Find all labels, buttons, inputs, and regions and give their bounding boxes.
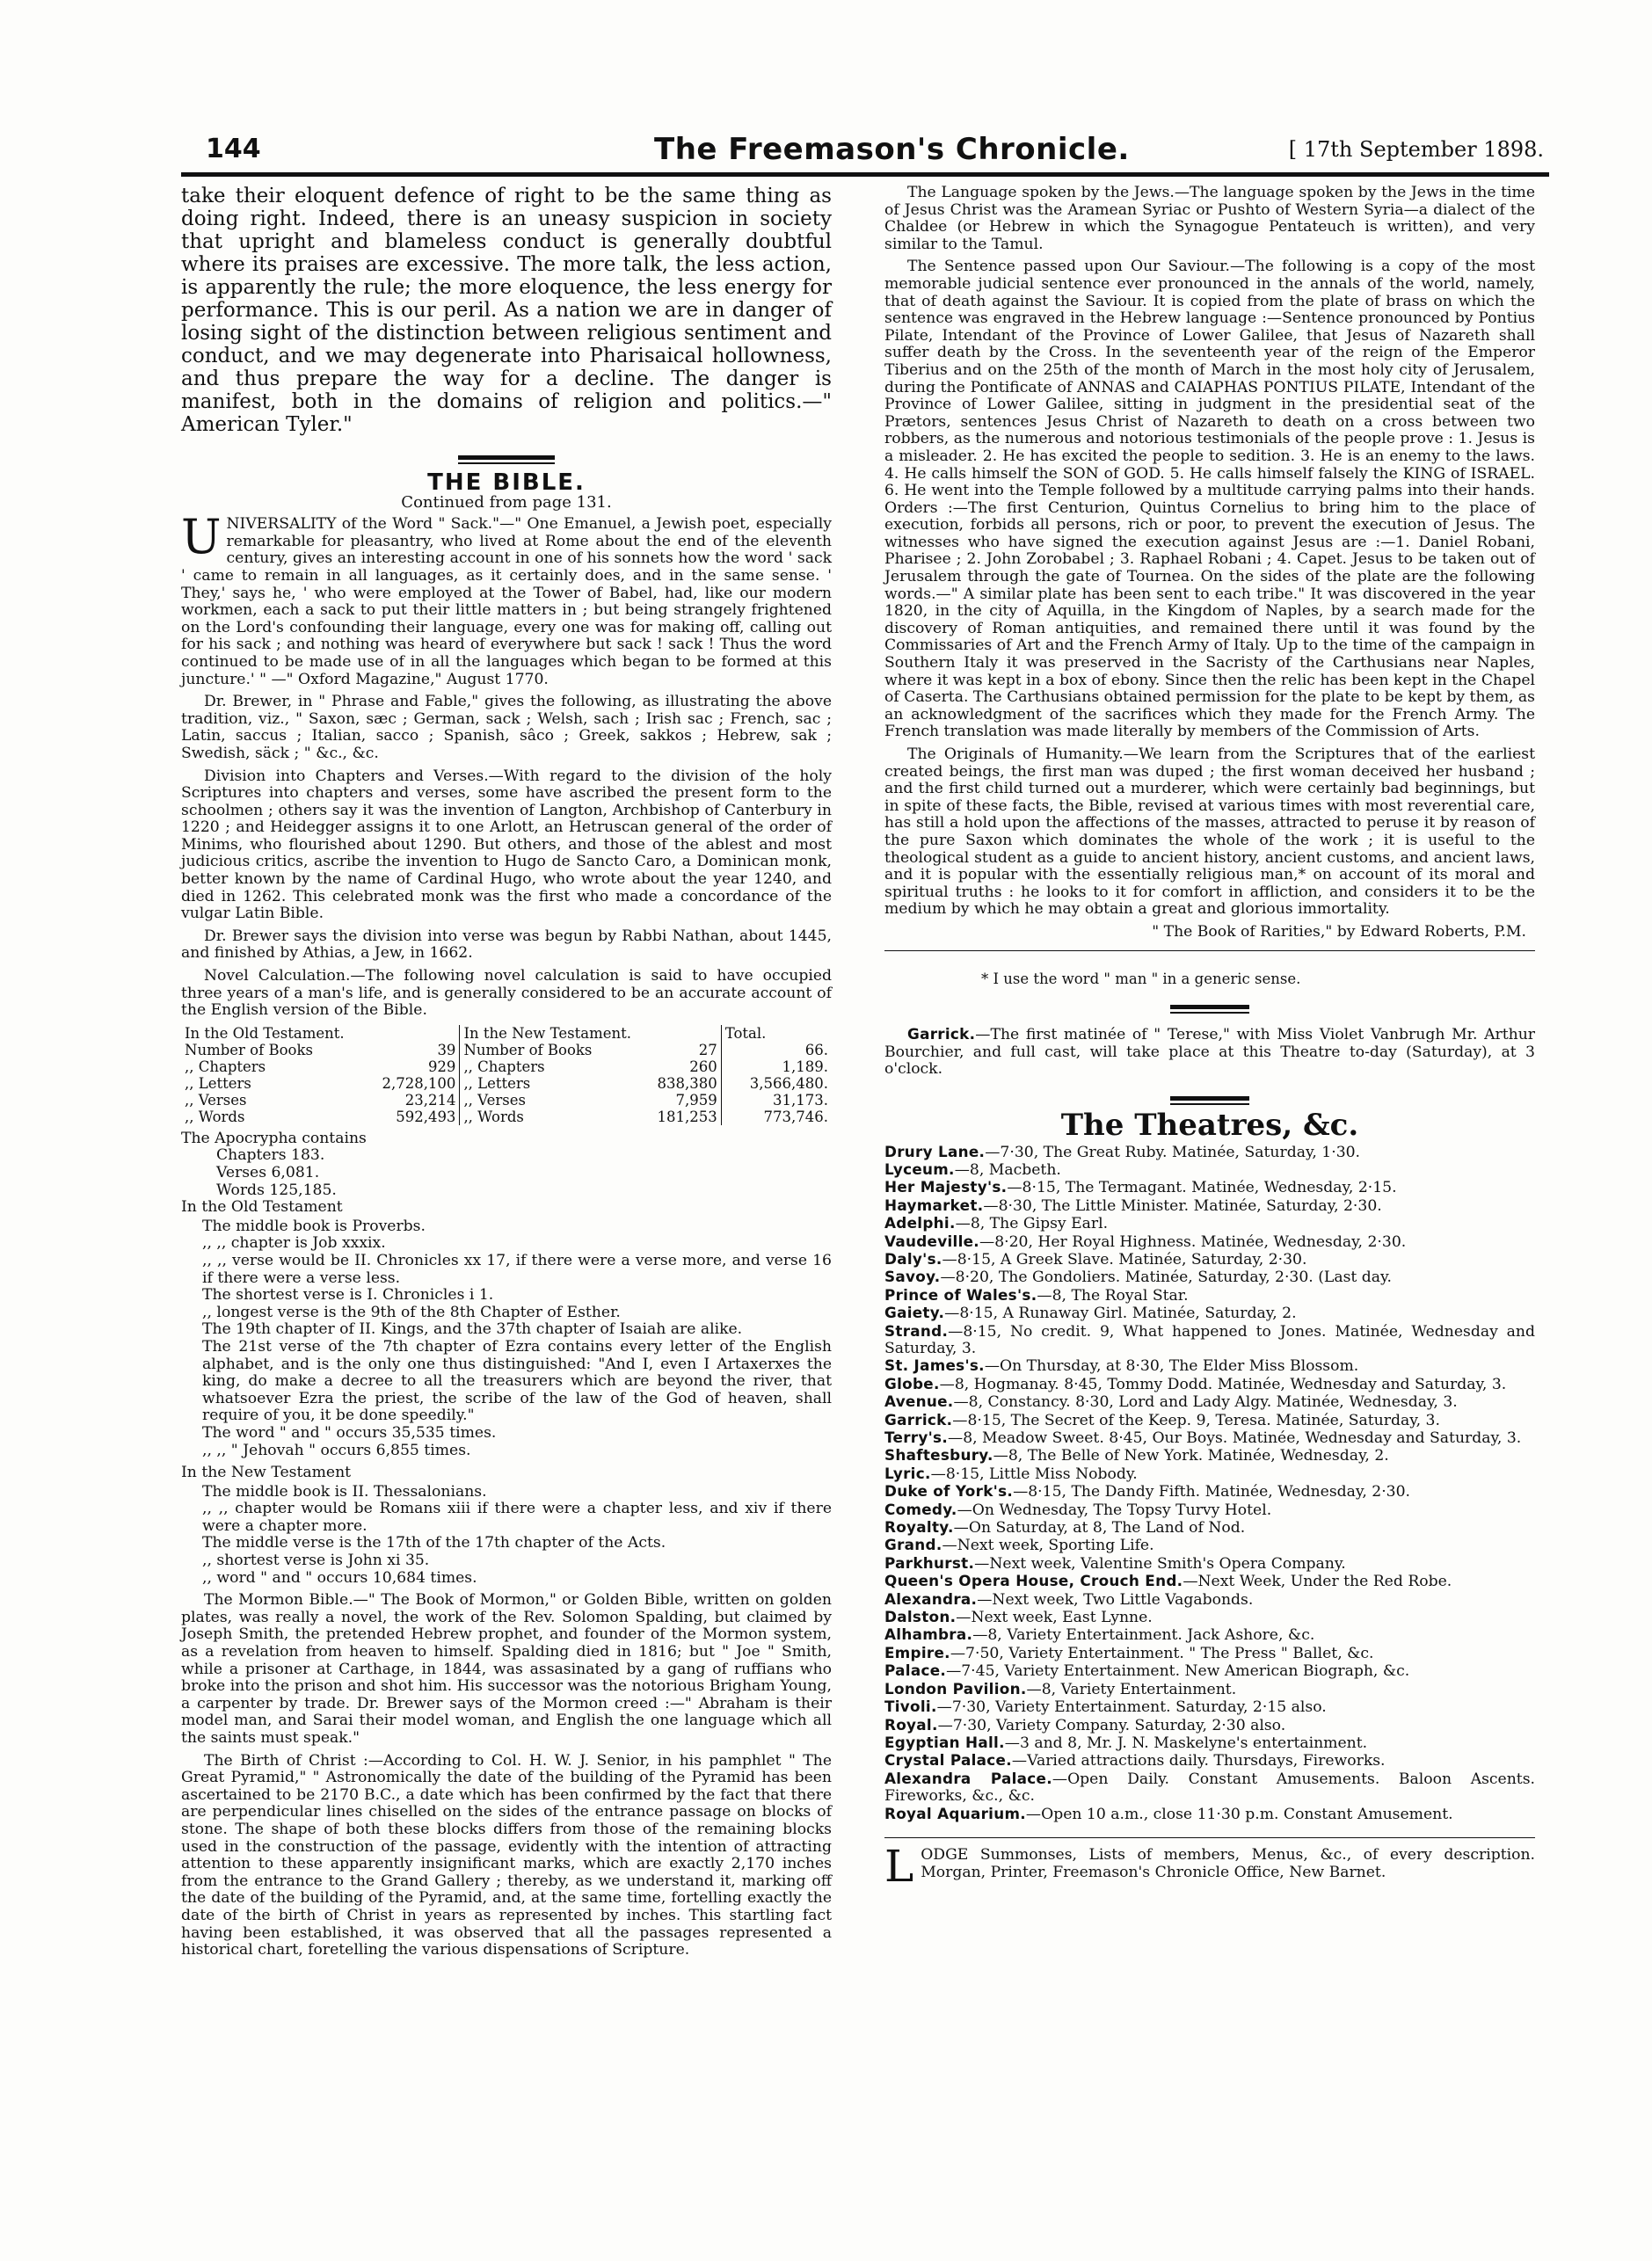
theatres-list	[884, 1144, 1535, 1823]
list-item	[884, 1609, 1535, 1626]
list-item	[884, 1734, 1535, 1752]
list-item	[884, 1305, 1535, 1322]
page-header	[206, 132, 1544, 171]
list-item: The middle book is Proverbs.	[202, 1217, 426, 1235]
division-paragraph: Division into Chapters and Verses.—With regard to the division of the holy Scriptures into chapters and verses, some have ascribed the present form to the schoolmen ; others say it was the invention of Langton, Archbishop of Canterbury in 1220 ; and Heidegger assigns it to one Arlott, an Hetruscan general of the order of Minims, who flourished about 1290. But others, and those of the ablest and most judicious critics, ascribe the invention to Hugo de Sancto Caro, a Dominican monk, better known by the name of Cardinal Hugo, who wrote about the year 1240, and died in 1262. This celebrated monk was the first who made a concordance of the vulgar Latin Bible.	[181, 767, 832, 923]
list-item	[884, 1717, 1535, 1734]
old-value: 23,214	[404, 1091, 456, 1109]
list-item	[884, 1662, 1535, 1680]
lodge-rule	[884, 1837, 1535, 1838]
theatre-name: Strand.	[884, 1321, 949, 1340]
table-header-new: In the New Testament.	[460, 1025, 721, 1042]
list-item: The middle verse is the 17th of the 17th chapter of the Acts.	[202, 1534, 666, 1552]
list-item	[884, 1770, 1535, 1806]
list-item	[884, 1357, 1535, 1375]
theatre-listing: —7·50, Variety Entertainment. " The Press " Ballet, &c.	[950, 1644, 1374, 1662]
lodge-advert	[884, 1840, 1535, 1892]
list-item: ,, ,, verse would be II. Chronicles xx 17, if there were a verse more, and verse 16 if there were a verse less.	[202, 1251, 832, 1287]
theatre-listing: —On Thursday, at 8·30, The Elder Miss Blossom.	[984, 1357, 1359, 1376]
theatre-listing: —Open Daily. Constant Amusements. Baloon Ascents. Fireworks, &c., &c.	[884, 1770, 1535, 1806]
list-item	[884, 1573, 1535, 1590]
page-number: 144	[206, 134, 261, 164]
theatre-listing: —8·15, No credit. 9, What happened to Jones. Matinée, Wednesday and Saturday, 3.	[884, 1322, 1535, 1357]
footnote: * I use the word " man " in a generic sense.	[981, 970, 1301, 987]
list-item	[884, 1376, 1535, 1393]
theatre-listing: —8·15, The Termagant. Matinée, Wednesday, 2·15.	[1007, 1179, 1397, 1197]
old-label: ,, Verses	[185, 1091, 247, 1109]
theatre-listing: —8, Variety Entertainment.	[1026, 1680, 1237, 1698]
new-testament-heading: In the New Testament	[181, 1464, 352, 1482]
total-value: 1,189.	[721, 1058, 832, 1075]
sack-text: NIVERSALITY of the Word " Sack."—" One Emanuel, a Jewish poet, especially remarkable for pleasantry, who lived at Rome about the end of the eleventh century, gives an interesting account in one of his sonnets how the word ' sack ' came to remain in all languages, as it certainly does, and in the same sense. ' They,' says he, ' who were employed at the Tower of Babel, had, like our modern workmen, each a sack to put their little matters in ; but being strangely frightened on the Lord's confounding their language, every one was for making off, calling out for his sack ; and nothing was heard of everywhere but sack ! sack ! Thus the word continued to be made use of in all the languages which began to be formed at this juncture.' " —" Oxford Magazine," August 1770.	[181, 515, 832, 688]
new-value: 7,959	[675, 1091, 717, 1109]
theatre-listing: —8·15, A Greek Slave. Matinée, Saturday, 2·30.	[942, 1250, 1307, 1269]
table-row	[181, 1058, 832, 1075]
list-item	[884, 1483, 1535, 1501]
list-item	[884, 1144, 1535, 1161]
list-item: The Apocrypha contains	[181, 1129, 367, 1147]
list-item	[884, 1626, 1535, 1644]
total-value: 31,173.	[721, 1092, 832, 1109]
novel-paragraph: Novel Calculation.—The following novel calculation is said to have occupied three years of a man's life, and is generally considered to be an accurate account of the English version of the Bible.	[181, 967, 832, 1020]
garrick-name: Garrick.	[907, 1025, 976, 1043]
theatre-listing: —8, Constancy. 8·30, Lord and Lady Algy. Matinée, Wednesday, 3.	[953, 1393, 1458, 1412]
footnote-rule	[884, 950, 1535, 951]
intro-paragraph: take their eloquent defence of right to be the same thing as doing right. Indeed, there is an uneasy suspicion in society that upright and blameless conduct is generally doubtful where its praises are excessive. The more talk, the less action, is apparently the rule; the more eloquence, the less energy for performance. This is our peril. As a nation we are in danger of losing sight of the distinction between religious sentiment and conduct, and we may degenerate into Pharisaical hollowness, and thus prepare the way for a decline. The danger is manifest, both in the domains of religion and politics.—" American Tyler."	[181, 185, 832, 436]
theatre-name: Queen's Opera House, Crouch End.	[884, 1572, 1183, 1590]
list-item	[884, 1465, 1535, 1483]
list-item	[884, 1269, 1535, 1286]
theatre-listing: —8·30, The Little Minister. Matinée, Saturday, 2·30.	[983, 1196, 1382, 1215]
theatre-name: Alexandra.	[884, 1589, 978, 1608]
theatre-name: Garrick.	[884, 1410, 953, 1429]
theatre-name: Globe.	[884, 1374, 940, 1392]
theatre-name: London Pavilion.	[884, 1679, 1027, 1698]
theatre-listing: —On Wednesday, The Topsy Turvy Hotel.	[957, 1501, 1272, 1519]
theatre-listing: —8, The Belle of New York. Matinée, Wednesday, 2.	[993, 1447, 1389, 1465]
old-testament-heading: In the Old Testament	[181, 1198, 343, 1217]
list-item: ,, word " and " occurs 10,684 times.	[202, 1568, 477, 1587]
garrick-text: —The first matinée of " Terese," with Miss Violet Vanbrugh Mr. Arthur Bourchier, and full cast, will take place at this Theatre to-day (Saturday), at 3 o'clock.	[884, 1026, 1535, 1079]
theatre-name: Avenue.	[884, 1392, 954, 1411]
old-value: 592,493	[396, 1108, 456, 1125]
theatre-name: Savoy.	[884, 1268, 941, 1286]
total-value: 773,746.	[721, 1109, 832, 1125]
list-item: ,, shortest verse is John xi 35.	[202, 1552, 430, 1570]
list-item	[884, 1429, 1535, 1447]
new-value: 260	[689, 1058, 717, 1075]
theatre-name: Royalty.	[884, 1518, 954, 1537]
theatre-listing: —7·30, Variety Entertainment. Saturday, 2·15 also.	[936, 1698, 1327, 1717]
new-value: 181,253	[657, 1108, 717, 1125]
left-column	[181, 185, 832, 1965]
theatres-title: The Theatres, &c.	[1060, 1107, 1359, 1143]
theatre-listing: —7·45, Variety Entertainment. New American Biograph, &c.	[946, 1662, 1410, 1681]
list-item: Chapters 183.	[216, 1146, 325, 1165]
theatre-name: Tivoli.	[884, 1698, 937, 1716]
theatre-name: Lyric.	[884, 1464, 931, 1482]
theatre-name: Shaftesbury.	[884, 1446, 993, 1465]
theatre-listing: —Next week, Two Little Vagabonds.	[977, 1590, 1254, 1609]
list-item: The 19th chapter of II. Kings, and the 37th chapter of Isaiah are alike.	[202, 1320, 743, 1339]
theatre-listing: —8·15, Little Miss Nobody.	[930, 1465, 1138, 1483]
table-row	[181, 1075, 832, 1092]
theatre-listing: —8, The Royal Star.	[1037, 1286, 1189, 1305]
theatre-listing: —7·30, Variety Company. Saturday, 2·30 also.	[937, 1716, 1286, 1734]
table-header-total: Total.	[721, 1025, 832, 1042]
theatre-name: Parkhurst.	[884, 1553, 975, 1572]
originals-paragraph: The Originals of Humanity.—We learn from the Scriptures that of the earliest created beings, the first man was duped ; the first woman deceived her husband ; and the first child turned out a murderer, which were certainly bad beginnings, but in spite of these facts, the Bible, revised at various times with most reverential care, has still a hold upon the affections of the masses, attracted to peruse it by reason of the pure Saxon which dominates the whole of the work ; it is useful to the theological student as a guide to ancient history, ancient customs, and ancient laws, and it is popular with the essentially religious man,* on account of its moral and spiritual truths : he looks to it for comfort in affliction, and considers it to be the medium by which he may obtain a great and glorious immortality.	[884, 745, 1535, 919]
theatre-name: Alhambra.	[884, 1625, 973, 1644]
theatre-listing: —8, The Gipsy Earl.	[955, 1215, 1109, 1233]
table-row	[181, 1042, 832, 1058]
list-item: ,, longest verse is the 9th of the 8th Chapter of Esther.	[202, 1303, 621, 1321]
table-header-old: In the Old Testament.	[185, 1024, 345, 1042]
new-value: 838,380	[657, 1074, 717, 1092]
new-label: Number of Books	[460, 1042, 635, 1058]
list-item	[884, 1197, 1535, 1215]
list-item	[884, 1447, 1535, 1465]
theatre-listing: —8, Macbeth.	[954, 1160, 1061, 1179]
theatre-name: Alexandra Palace.	[884, 1769, 1052, 1787]
theatre-listing: —Open 10 a.m., close 11·30 p.m. Constant Amusement.	[1025, 1805, 1453, 1823]
list-item	[884, 1537, 1535, 1554]
language-paragraph: The Language spoken by the Jews.—The language spoken by the Jews in the time of Jesus Christ was the Aramean Syriac or Pushto of Western Syria—a dialect of the Chaldee (or Hebrew in which the Synagogue Pentateuch is written), and very similar to the Tamul.	[884, 184, 1535, 253]
theatre-name: Dalston.	[884, 1608, 957, 1626]
list-item	[884, 1752, 1535, 1770]
old-label: ,, Chapters	[185, 1058, 266, 1075]
theatre-listing: —Next week, Sporting Life.	[942, 1537, 1154, 1555]
list-item	[884, 1645, 1535, 1662]
theatre-listing: —Varied attractions daily. Thursdays, Fireworks.	[1011, 1752, 1386, 1770]
list-item	[884, 1393, 1535, 1411]
theatre-name: Gaiety.	[884, 1304, 945, 1322]
mormon-paragraph: The Mormon Bible.—" The Book of Mormon," or Golden Bible, written on golden plates, was really a novel, the work of the Rev. Solomon Spalding, but claimed by Joseph Smith, the pretended Hebrew prophet, and founder of the Mormon system, as a revelation from heaven to himself. Spalding died in 1816; but " Joe " Smith, while a prisoner at Carthage, in 1844, was assasinated by a gang of ruffians who broke into the prison and shot him. His successor was the notorious Brigham Young, a carpenter by trade. Dr. Brewer says of the Mormon creed :—" Abraham is their model man, and Sarai their model woman, and English the one language which all the saints must speak."	[181, 1591, 832, 1747]
new-label: ,, Words	[460, 1109, 635, 1125]
theatre-name: Her Majesty's.	[884, 1178, 1008, 1196]
theatre-name: Royal.	[884, 1715, 938, 1734]
theatre-name: Comedy.	[884, 1500, 957, 1518]
book-signature: " The Book of Rarities," by Edward Roberts, P.M.	[1152, 922, 1526, 941]
lodge-text: ODGE Summonses, Lists of members, Menus, &c., of every description. Morgan, Printer, Freemason's Chronicle Office, New Barnet.	[921, 1845, 1535, 1881]
list-item: ,, ,, chapter is Job xxxix.	[202, 1234, 386, 1253]
table-row	[181, 1109, 832, 1125]
theatre-listing: —Next week, East Lynne.	[956, 1609, 1153, 1627]
new-label: ,, Verses	[460, 1092, 635, 1109]
new-label: ,, Letters	[460, 1075, 635, 1092]
right-column	[884, 184, 1535, 1892]
theatre-name: Duke of York's.	[884, 1482, 1014, 1501]
theatre-name: Drury Lane.	[884, 1142, 986, 1160]
section-divider	[1170, 1096, 1249, 1105]
list-item	[884, 1698, 1535, 1716]
section-divider	[458, 455, 555, 464]
issue-date: [ 17th September 1898.	[1288, 137, 1544, 162]
theatre-name: Palace.	[884, 1661, 947, 1680]
apocrypha-block	[181, 1130, 832, 1199]
list-item	[884, 1555, 1535, 1573]
list-item	[884, 1591, 1535, 1609]
section-divider	[1170, 1005, 1249, 1014]
theatre-name: Royal Aquarium.	[884, 1804, 1026, 1822]
birth-paragraph: The Birth of Christ :—According to Col. H. W. J. Senior, in his pamphlet " The Great Pyramid," " Astronomically the date of the building of the Pyramid has been ascertained to be 2170 B.C., a date which has been confirmed by the fact that there are perpendicular lines chiselled on the sides of the entrance passage on blocks of stone. The shape of both these blocks differs from those of the remaining blocks used in the construction of the passage, evidently with the intention of attracting attention to these apparently insignificant marks, which are exactly 2,170 inches from the entrance to the Grand Gallery ; thereby, as we understand it, marking off the date of the building of the Pyramid, and, at the same time, fortelling exactly the date of the birth of Christ in years as represented by inches. This startling fact having been established, it was observed that all the passages represented a historical chart, foretelling the various dispensations of Scripture.	[181, 1751, 832, 1959]
brewer-paragraph: Dr. Brewer, in " Phrase and Fable," gives the following, as illustrating the above tradition, viz., " Saxon, sæc ; German, sack ; Welsh, sach ; Irish sac ; French, sac ; Latin, saccus ; Italian, sacco ; Spanish, sâco ; Greek, sakkos ; Hebrew, sak ; Swedish, säck ; " &c., &c.	[181, 693, 832, 762]
header-rule	[181, 172, 1549, 177]
list-item	[884, 1501, 1535, 1519]
list-item: ,, ,, " Jehovah " occurs 6,855 times.	[202, 1441, 471, 1459]
theatre-name: Empire.	[884, 1643, 950, 1661]
old-testament-list	[181, 1218, 832, 1459]
theatre-listing: —8·15, The Secret of the Keep. 9, Teresa. Matinée, Saturday, 3.	[952, 1411, 1440, 1429]
list-item	[884, 1287, 1535, 1305]
old-label: ,, Words	[185, 1108, 245, 1125]
theatre-name: Lyceum.	[884, 1160, 955, 1178]
list-item: The 21st verse of the 7th chapter of Ezra contains every letter of the English alphabet, and is the only one thus distinguished: "And I, even I Artaxerxes the king, do make a decree to all the treasurers which are beyond the river, that whatsoever Ezra the priest, the scribe of the law of the God of heaven, shall require of you, it be done speedily."	[202, 1337, 832, 1425]
bible-title: THE BIBLE.	[427, 469, 586, 496]
masthead: The Freemason's Chronicle.	[654, 132, 1130, 167]
theatre-name: Crystal Palace.	[884, 1751, 1012, 1770]
theatre-listing: —3 and 8, Mr. J. N. Maskelyne's entertainment.	[1004, 1734, 1368, 1752]
theatre-name: Grand.	[884, 1536, 942, 1554]
theatre-name: Terry's.	[884, 1429, 948, 1446]
list-item	[884, 1412, 1535, 1429]
old-value: 929	[427, 1058, 456, 1075]
theatre-name: Prince of Wales's.	[884, 1285, 1037, 1304]
theatre-listing: —On Saturday, at 8, The Land of Nod.	[953, 1519, 1246, 1538]
theatre-listing: —8, Variety Entertainment. Jack Ashore, &c.	[972, 1626, 1315, 1645]
theatre-name: St. James's.	[884, 1356, 985, 1375]
theatre-listing: —7·30, The Great Ruby. Matinée, Saturday, 1·30.	[985, 1143, 1361, 1161]
list-item: The shortest verse is I. Chronicles i 1.	[202, 1286, 494, 1305]
total-value: 66.	[721, 1042, 832, 1058]
theatre-listing: —8, Hogmanay. 8·45, Tommy Dodd. Matinée, Wednesday and Saturday, 3.	[939, 1375, 1507, 1393]
list-item	[884, 1251, 1535, 1269]
new-testament-list	[181, 1484, 832, 1588]
theatre-listing: —8·15, The Dandy Fifth. Matinée, Wednesday, 2·30.	[1013, 1483, 1410, 1501]
drop-cap: U	[181, 509, 222, 565]
sack-paragraph	[181, 509, 832, 688]
list-item	[884, 1681, 1535, 1698]
list-item: Words 125,185.	[216, 1181, 337, 1199]
theatre-name: Daly's.	[884, 1249, 942, 1268]
drop-cap: L	[884, 1840, 914, 1892]
theatre-listing: —8·20, The Gondoliers. Matinée, Saturday, 2·30. (Last day.	[940, 1269, 1392, 1287]
new-value: 27	[698, 1041, 717, 1058]
table-row	[181, 1092, 832, 1109]
list-item	[884, 1233, 1535, 1251]
verse-paragraph: Dr. Brewer says the division into verse was begun by Rabbi Nathan, about 1445, and finished by Athias, a Jew, in 1662.	[181, 927, 832, 963]
theatre-name: Haymarket.	[884, 1196, 984, 1214]
total-value: 3,566,480.	[721, 1075, 832, 1092]
theatre-listing: —Next Week, Under the Red Robe.	[1183, 1573, 1452, 1591]
list-item	[884, 1215, 1535, 1232]
bible-stats-table	[181, 1025, 832, 1125]
theatre-listing: —8, Meadow Sweet. 8·45, Our Boys. Matinée, Wednesday and Saturday, 3.	[948, 1429, 1522, 1447]
old-label: Number of Books	[185, 1041, 313, 1058]
garrick-notice	[884, 1026, 1535, 1079]
list-item	[884, 1161, 1535, 1179]
theatre-listing: —Next week, Valentine Smith's Opera Company.	[974, 1554, 1346, 1573]
list-item	[884, 1806, 1535, 1823]
theatre-name: Egyptian Hall.	[884, 1733, 1005, 1751]
theatre-listing: —8·15, A Runaway Girl. Matinée, Saturday, 2.	[944, 1305, 1297, 1323]
theatre-name: Vaudeville.	[884, 1232, 979, 1250]
list-item: The word " and " occurs 35,535 times.	[202, 1423, 497, 1442]
list-item	[884, 1323, 1535, 1358]
theatre-name: Adelphi.	[884, 1214, 956, 1232]
theatre-listing: —8·20, Her Royal Highness. Matinée, Wednesday, 2·30.	[979, 1232, 1407, 1251]
old-value: 2,728,100	[382, 1074, 456, 1092]
old-label: ,, Letters	[185, 1074, 251, 1092]
list-item	[884, 1179, 1535, 1196]
sentence-paragraph: The Sentence passed upon Our Saviour.—The following is a copy of the most memorable judicial sentence ever pronounced in the annals of the world, namely, that of death against the Saviour. It is copied from the plate of brass on which the sentence was engraved in the Hebrew language :—Sentence pronounced by Pontius Pilate, Intendant of the Province of Lower Galilee, that Jesus of Nazareth shall suffer death by the Cross. In the seventeenth year of the reign of the Emperor Tiberius and on the 25th of the month of March in the most holy city of Jerusalem, during the Pontificate of ANNAS and CAIAPHAS PONTIUS PILATE, Intendant of the Province of Lower Galilee, sitting in judgment in the presidential seat of the Prætors, sentences Jesus Christ of Nazareth to death on a cross between two robbers, as the numerous and notorious testimonials of the people prove : 1. Jesus is a misleader. 2. He has excited the people to sedition. 3. He is an enemy to the laws. 4. He calls himself the SON of GOD. 5. He calls himself falsely the KING of ISRAEL. 6. He went into the Temple followed by a multitude carrying palms into their hands. Orders :—The first Centurion, Quintus Cornelius to bring him to the place of execution, forbids all persons, rich or poor, to prevent the execution of Jesus. The witnesses who have signed the execution against Jesus are :—1. Daniel Robani, Pharisee ; 2. John Zorobabel ; 3. Raphael Robani ; 4. Capet. Jesus to be taken out of Jerusalem through the gate of Tournea. On the sides of the plate are the following words.—" A similar plate has been sent to each tribe." It was discovered in the year 1820, in the city of Aquilla, in the Kingdom of Naples, by a search made for the discovery of Roman antiquities, and remained there until it was found by the Commissaries of Art and the French Army of Italy. Up to the time of the campaign in Southern Italy it was preserved in the Sacristy of the Carthusians near Naples, where it was kept in a box of ebony. Since then the relic has been kept in the Chapel of Caserta. The Carthusians obtained permission for the plate to be kept by them, as an acknowledgment of the sacrifices which they made for the French Army. The French translation was made literally by members of the Commission of Arts.	[884, 258, 1535, 741]
bible-subtitle: Continued from page 131.	[401, 492, 612, 512]
new-label: ,, Chapters	[460, 1058, 635, 1075]
old-value: 39	[437, 1041, 456, 1058]
list-item: The middle book is II. Thessalonians.	[202, 1482, 487, 1501]
list-item	[884, 1519, 1535, 1537]
list-item: Verses 6,081.	[216, 1164, 320, 1181]
list-item: ,, ,, chapter would be Romans xiii if there were a chapter less, and xiv if there were a chapter more.	[202, 1500, 832, 1535]
